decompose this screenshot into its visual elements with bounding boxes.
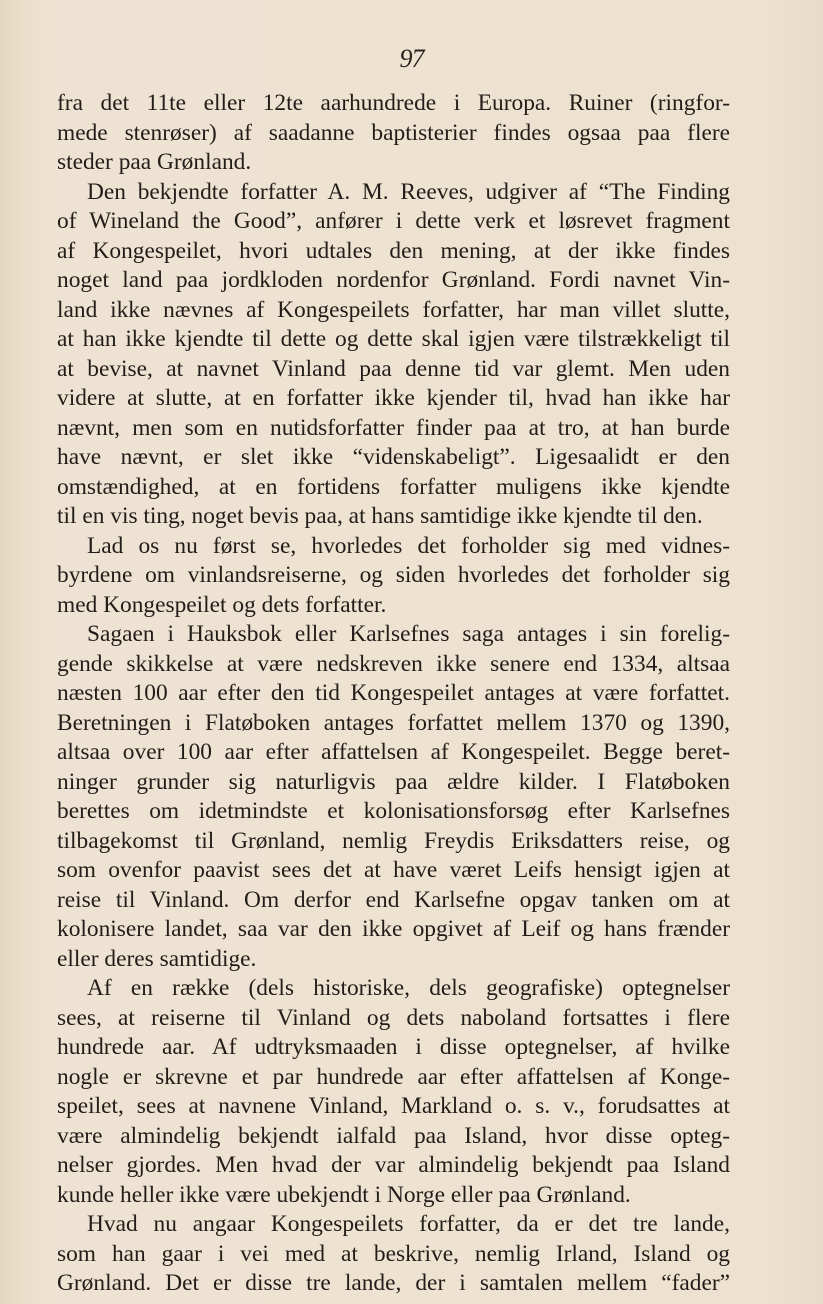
text-line: at han ikke kjendte til dette og dette skal igjen være tilstrækkeligt til <box>57 326 730 352</box>
text-line: være almindelig bekjendt ialfald paa Island, hvor disse opteg- <box>57 1122 730 1149</box>
paragraph <box>57 620 730 974</box>
text-line: Af en række (dels historiske, dels geografiske) optegnelser <box>87 975 730 1001</box>
text-line: have nævnt, er slet ikke “videnskabeligt”. Ligesaalidt er den <box>57 444 730 470</box>
text-line: eller deres samtidige. <box>57 945 257 972</box>
text-line: land ikke nævnes af Kongespeilets forfatter, har man villet slutte, <box>57 296 730 323</box>
body-text <box>57 89 730 1299</box>
text-line: reise til Vinland. Om derfor end Karlsefne opgav tanken om at <box>57 886 730 913</box>
text-line: Sagaen i Hauksbok eller Karlsefnes saga antages i sin forelig- <box>87 621 730 647</box>
text-line: berettes om idetmindste et kolonisationsforsøg efter Karlsefnes <box>57 798 730 824</box>
text-line: omstændighed, at en fortidens forfatter muligens ikke kjendte <box>57 473 730 500</box>
paragraph <box>57 532 730 621</box>
text-line: sees, at reiserne til Vinland og dets naboland fortsattes i flere <box>57 1004 730 1031</box>
text-line: steder paa Grønland. <box>57 149 252 175</box>
text-line: speilet, sees at navnene Vinland, Markland o. s. v., forudsattes at <box>57 1093 730 1119</box>
text-line: næsten 100 aar efter den tid Kongespeilet antages at være forfattet. <box>57 680 730 706</box>
text-line: Lad os nu først se, hvorledes det forholder sig med vidnes- <box>87 532 730 559</box>
text-line: hundrede aar. Af udtryksmaaden i disse optegnelser, af hvilke <box>57 1034 730 1060</box>
text-line: nævnt, men som en nutidsforfatter finder paa at tro, at han burde <box>57 414 730 441</box>
text-line: nelser gjordes. Men hvad der var almindelig bekjendt paa Island <box>57 1152 730 1178</box>
text-line: videre at slutte, at en forfatter ikke kjender til, hvad han ikke har <box>57 385 730 411</box>
text-line: med Kongespeilet og dets forfatter. <box>57 591 387 618</box>
text-line: nogle er skrevne et par hundrede aar efter affattelsen af Konge- <box>57 1063 730 1090</box>
text-line: mede stenrøser) af saadanne baptisterier findes ogsaa paa flere <box>57 119 730 146</box>
text-line: Den bekjendte forfatter A. M. Reeves, udgiver af “The Finding <box>87 178 730 205</box>
paragraph <box>57 1210 730 1299</box>
text-line: Beretningen i Flatøboken antages forfattet mellem 1370 og 1390, <box>57 709 730 736</box>
text-line: kolonisere landet, saa var den ikke opgivet af Leif og hans frænder <box>57 916 730 942</box>
text-line: kunde heller ikke være ubekjendt i Norge eller paa Grønland. <box>57 1181 631 1208</box>
text-line: of Wineland the Good”, anfører i dette verk et løsrevet fragment <box>57 208 730 234</box>
text-line: som han gaar i vei med at beskrive, nemlig Irland, Island og <box>57 1240 730 1267</box>
text-line: Hvad nu angaar Kongespeilets forfatter, da er det tre lande, <box>87 1211 730 1237</box>
text-line: noget land paa jordkloden nordenfor Grønland. Fordi navnet Vin- <box>57 267 730 293</box>
text-line: at bevise, at navnet Vinland paa denne tid var glemt. Men uden <box>57 355 730 382</box>
text-line: byrdene om vinlandsreiserne, og siden hvorledes det forholder sig <box>57 562 730 588</box>
text-line: tilbagekomst til Grønland, nemlig Freydis Eriksdatters reise, og <box>57 827 730 854</box>
paragraph <box>57 974 730 1210</box>
page-number: 97 <box>399 44 424 73</box>
text-line: fra det 11te eller 12te aarhundrede i Europa. Ruiner (ringfor- <box>57 90 730 116</box>
paragraph <box>57 178 730 532</box>
text-line: altsaa over 100 aar efter affattelsen af Kongespeilet. Begge beret- <box>57 739 730 765</box>
text-line: ninger grunder sig naturligvis paa ældre kilder. I Flatøboken <box>57 768 730 795</box>
text-line: til en vis ting, noget bevis paa, at hans samtidige ikke kjendte til den. <box>57 503 703 529</box>
paragraph <box>57 89 730 178</box>
text-line: som ovenfor paavist sees det at have været Leifs hensigt igjen at <box>57 857 730 883</box>
text-line: af Kongespeilet, hvori udtales den mening, at der ikke findes <box>57 237 730 264</box>
text-line: Grønland. Det er disse tre lande, der i samtalen mellem “fader” <box>57 1270 730 1296</box>
text-line: gende skikkelse at være nedskreven ikke senere end 1334, altsaa <box>57 650 730 677</box>
